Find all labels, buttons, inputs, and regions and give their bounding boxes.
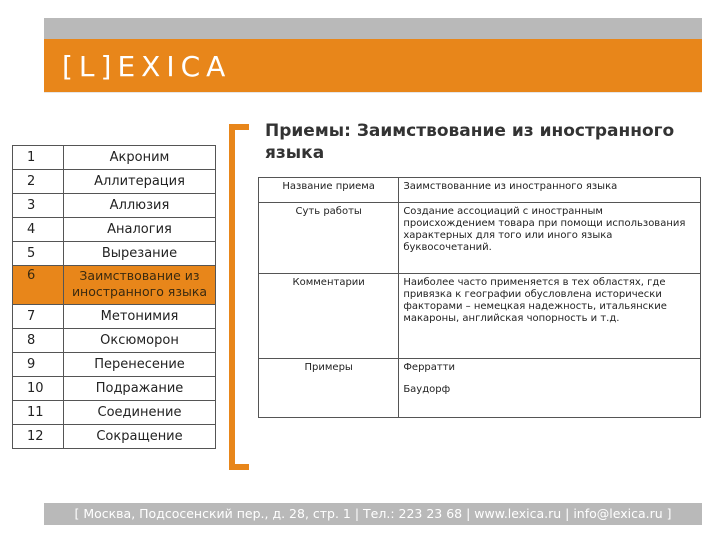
list-item bbox=[13, 146, 216, 170]
list-item bbox=[13, 194, 216, 218]
item-number: 9 bbox=[13, 353, 64, 377]
top-gray-bar bbox=[44, 18, 702, 39]
item-name: Перенесение bbox=[64, 353, 216, 377]
item-name: Подражание bbox=[64, 377, 216, 401]
item-number: 1 bbox=[13, 146, 64, 170]
example-item: Ферратти bbox=[403, 362, 456, 373]
item-name: Оксюморон bbox=[64, 329, 216, 353]
list-item bbox=[13, 170, 216, 194]
table-row bbox=[259, 359, 701, 418]
table-row bbox=[259, 178, 701, 203]
list-item bbox=[13, 401, 216, 425]
item-number: 10 bbox=[13, 377, 64, 401]
item-number: 7 bbox=[13, 305, 64, 329]
list-item bbox=[13, 425, 216, 449]
example-item: Баудорф bbox=[403, 384, 451, 395]
item-number: 2 bbox=[13, 170, 64, 194]
item-number: 11 bbox=[13, 401, 64, 425]
orange-bracket bbox=[229, 124, 249, 470]
slide-title: Приемы: Заимствование из иностранного языка bbox=[265, 121, 675, 163]
techniques-list bbox=[12, 145, 216, 449]
brand-divider bbox=[44, 92, 702, 93]
name-label: Название приема bbox=[259, 178, 399, 203]
list-item bbox=[13, 377, 216, 401]
list-item bbox=[13, 305, 216, 329]
item-number: 12 bbox=[13, 425, 64, 449]
lexica-logo: [L]EXICA bbox=[62, 50, 232, 83]
name-value: Заимствованние из иностранного языка bbox=[399, 178, 701, 203]
list-item bbox=[13, 242, 216, 266]
item-number: 5 bbox=[13, 242, 64, 266]
item-name: Метонимия bbox=[64, 305, 216, 329]
essence-value: Создание ассоциаций с иностранным происхождением товара при помощи использования характерных для того или иного языка буквосочетаний. bbox=[399, 203, 701, 274]
list-item bbox=[13, 329, 216, 353]
technique-details-table bbox=[258, 177, 701, 418]
item-name: Акроним bbox=[64, 146, 216, 170]
comments-value: Наиболее часто применяется в тех областях, где привязка к географии обусловлена исторически факторами – немецкая надежность, итальянские макароны, английская чопорность и т.д. bbox=[399, 274, 701, 359]
essence-label: Суть работы bbox=[259, 203, 399, 274]
item-number: 8 bbox=[13, 329, 64, 353]
item-name: Заимствование из иностранного языка bbox=[64, 266, 216, 305]
item-name: Аллюзия bbox=[64, 194, 216, 218]
comments-label: Комментарии bbox=[259, 274, 399, 359]
item-name: Сокращение bbox=[64, 425, 216, 449]
list-item bbox=[13, 218, 216, 242]
list-item bbox=[13, 353, 216, 377]
table-row bbox=[259, 203, 701, 274]
item-name: Вырезание bbox=[64, 242, 216, 266]
item-name: Соединение bbox=[64, 401, 216, 425]
table-row bbox=[259, 274, 701, 359]
item-name: Аллитерация bbox=[64, 170, 216, 194]
item-name: Аналогия bbox=[64, 218, 216, 242]
examples-label: Примеры bbox=[259, 359, 399, 418]
item-number: 6 bbox=[13, 266, 64, 305]
footer-bar bbox=[44, 503, 702, 525]
item-number: 4 bbox=[13, 218, 64, 242]
item-number: 3 bbox=[13, 194, 64, 218]
footer-contacts: [ Москва, Подсосенский пер., д. 28, стр. 1 | Тел.: 223 23 68 | www.lexica.ru | info@lexica.ru ] bbox=[74, 506, 672, 521]
list-item-highlighted bbox=[13, 266, 216, 305]
examples-value bbox=[399, 359, 701, 418]
